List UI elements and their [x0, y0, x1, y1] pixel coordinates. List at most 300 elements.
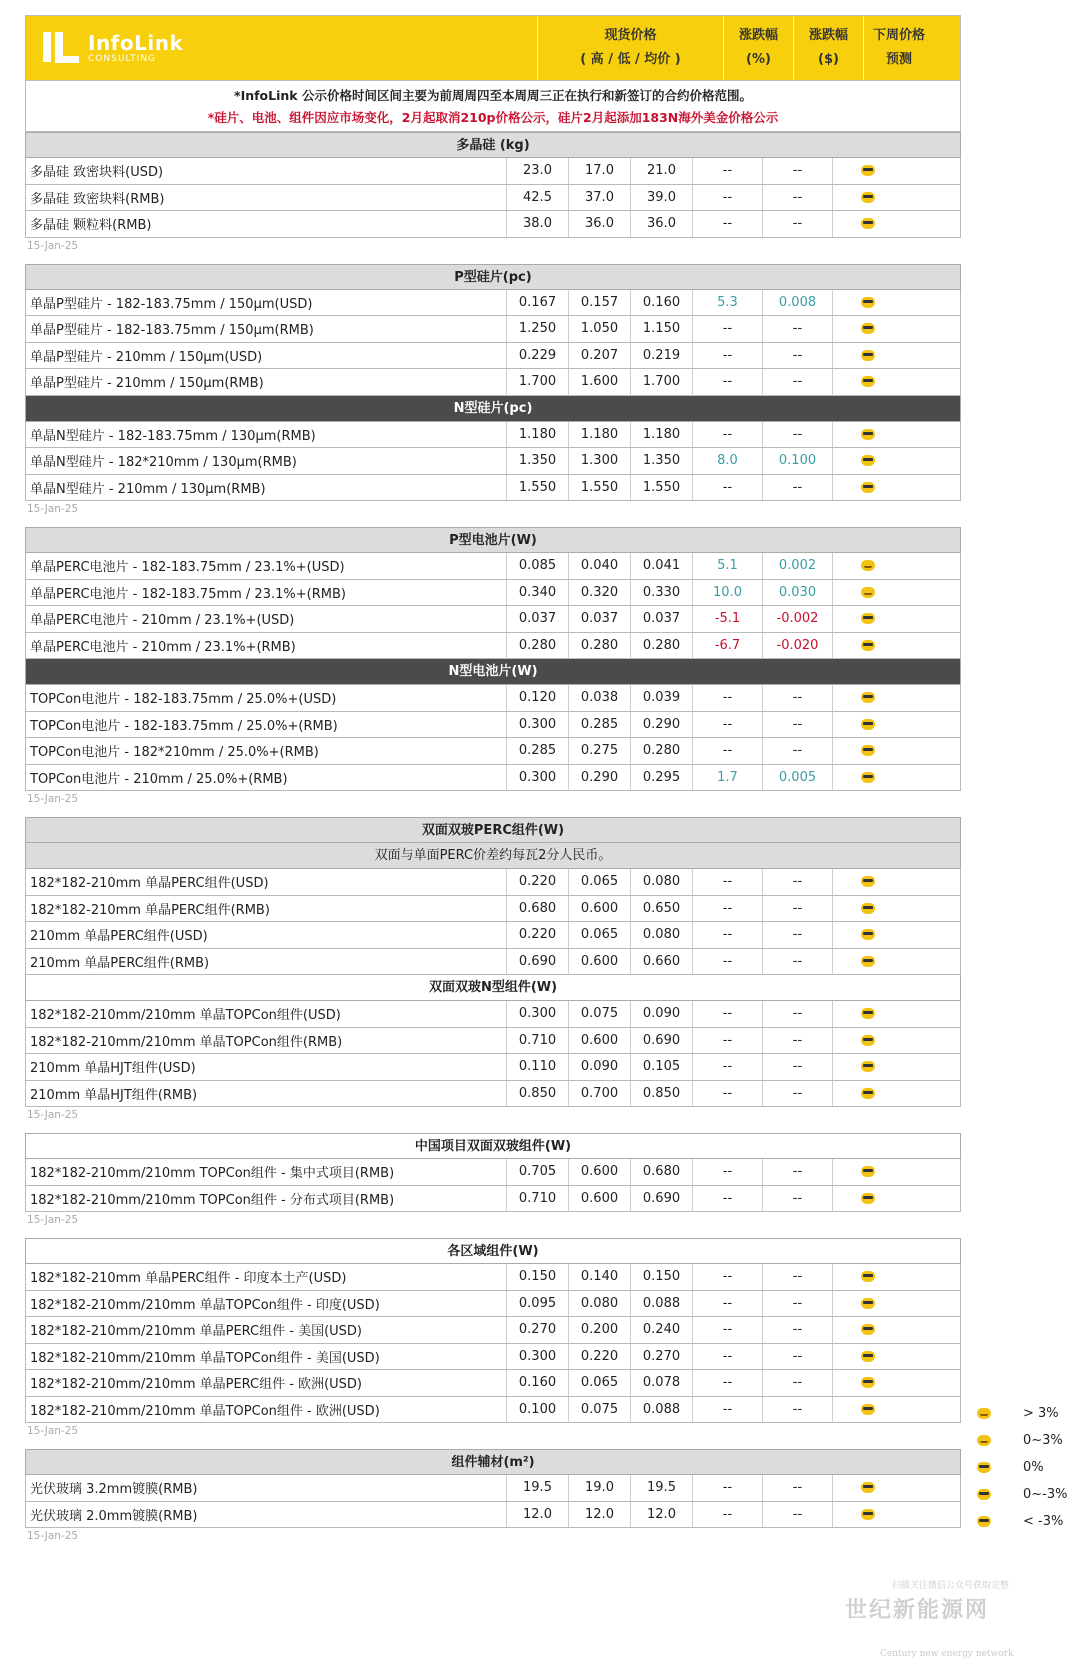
date-stamp: 15-Jan-25: [27, 1109, 79, 1121]
change-pct: --: [693, 712, 763, 738]
change-pct: 1.7: [693, 765, 763, 791]
forecast-cell: [833, 1291, 903, 1317]
change-usd: 0.100: [763, 448, 833, 474]
price-high: 0.160: [507, 1370, 569, 1396]
price-low: 1.600: [569, 369, 631, 395]
change-usd: --: [763, 949, 833, 975]
price-high: 1.550: [507, 475, 569, 501]
price-high: 0.095: [507, 1291, 569, 1317]
price-avg: 0.039: [631, 685, 693, 711]
price-low: 0.600: [569, 1186, 631, 1212]
price-avg: 0.280: [631, 633, 693, 659]
table-row: [25, 1397, 961, 1424]
price-section: [25, 264, 961, 528]
change-usd: 0.008: [763, 290, 833, 316]
sunglasses-face-icon: [861, 376, 875, 387]
notice-line-2: *硅片、电池、组件因应市场变化，2月起取消210p价格公示，硅片2月起添加183N海外美金价格公示: [207, 110, 779, 125]
product-name: 182*182-210mm 单晶PERC组件(RMB): [26, 896, 507, 922]
forecast-cell: [833, 1317, 903, 1343]
product-name: 单晶PERC电池片 - 182-183.75mm / 23.1%+(USD): [26, 553, 507, 579]
change-usd: 0.030: [763, 580, 833, 606]
table-header: [25, 15, 961, 81]
section-title: 多晶硅 (kg): [25, 132, 961, 158]
price-high: 0.285: [507, 738, 569, 764]
sunglasses-face-icon: [861, 218, 875, 229]
price-avg: 0.240: [631, 1317, 693, 1343]
forecast-cell: [833, 369, 903, 395]
sections-container: [25, 132, 961, 1554]
sunglasses-face-icon: [861, 192, 875, 203]
sunglasses-face-icon: [861, 613, 875, 624]
date-stamp: 15-Jan-25: [27, 1425, 79, 1437]
change-usd: --: [763, 158, 833, 184]
price-avg: 0.295: [631, 765, 693, 791]
price-low: 0.600: [569, 1028, 631, 1054]
change-usd: --: [763, 712, 833, 738]
notice-line-1: *InfoLink 公示价格时间区间主要为前周周四至本周周三正在执行和新签订的合约价格范围。: [234, 88, 752, 103]
table-row: [25, 1264, 961, 1291]
product-name: 210mm 单晶PERC组件(RMB): [26, 949, 507, 975]
change-pct: 5.1: [693, 553, 763, 579]
price-avg: 1.550: [631, 475, 693, 501]
sunglasses-face-icon: [861, 1509, 875, 1520]
change-usd: --: [763, 1344, 833, 1370]
forecast-cell: [833, 1475, 903, 1501]
section-title: 双面双玻N型组件(W): [25, 975, 961, 1001]
price-high: 12.0: [507, 1502, 569, 1528]
table-row: [25, 922, 961, 949]
table-row: [25, 316, 961, 343]
price-avg: 0.150: [631, 1264, 693, 1290]
sunglasses-face-icon: [861, 876, 875, 887]
forecast-cell: [833, 685, 903, 711]
corner-caption: 扫描关注微信公众号获取完整: [892, 1581, 1010, 1591]
table-row: [25, 1502, 961, 1529]
product-name: 单晶PERC电池片 - 182-183.75mm / 23.1%+(RMB): [26, 580, 507, 606]
change-usd: --: [763, 1186, 833, 1212]
product-name: 182*182-210mm/210mm 单晶TOPCon组件 - 印度(USD): [26, 1291, 507, 1317]
product-name: 单晶P型硅片 - 210mm / 150μm(RMB): [26, 369, 507, 395]
legend-label: < -3%: [1023, 1514, 1064, 1529]
price-low: 0.220: [569, 1344, 631, 1370]
product-name: 多晶硅 颗粒料(RMB): [26, 211, 507, 237]
sunglasses-face-icon: [861, 1061, 875, 1072]
table-row: [25, 765, 961, 792]
change-pct: --: [693, 1397, 763, 1423]
price-low: 0.320: [569, 580, 631, 606]
price-section: [25, 1449, 961, 1554]
price-high: 0.037: [507, 606, 569, 632]
sunglasses-face-icon: [861, 1404, 875, 1415]
product-name: 182*182-210mm 单晶PERC组件 - 印度本土产(USD): [26, 1264, 507, 1290]
forecast-cell: [833, 922, 903, 948]
change-usd: --: [763, 369, 833, 395]
section-subtitle: 双面与单面PERC价差约每瓦2分人民币。: [25, 843, 961, 869]
product-name: 182*182-210mm/210mm 单晶TOPCon组件 - 美国(USD): [26, 1344, 507, 1370]
price-avg: 12.0: [631, 1502, 693, 1528]
date-stamp: 15-Jan-25: [27, 1214, 79, 1226]
header-forecast: 下周价格 预测: [872, 28, 925, 67]
sunglasses-face-icon: [861, 903, 875, 914]
table-row: [25, 1159, 961, 1186]
table-row: [25, 290, 961, 317]
price-low: 0.075: [569, 1397, 631, 1423]
price-low: 36.0: [569, 211, 631, 237]
price-sheet: [25, 15, 961, 1554]
price-high: 0.300: [507, 1344, 569, 1370]
legend-label: 0~3%: [1023, 1433, 1063, 1448]
price-low: 0.040: [569, 553, 631, 579]
header-change-pct: 涨跌幅 (%): [724, 16, 794, 80]
section-title: 双面双玻PERC组件(W): [25, 817, 961, 843]
price-high: 0.300: [507, 765, 569, 791]
forecast-cell: [833, 896, 903, 922]
product-name: TOPCon电池片 - 210mm / 25.0%+(RMB): [26, 765, 507, 791]
forecast-cell: [833, 1081, 903, 1107]
table-row: [25, 712, 961, 739]
product-name: TOPCon电池片 - 182-183.75mm / 25.0%+(RMB): [26, 712, 507, 738]
sunglasses-face-icon: [861, 1035, 875, 1046]
sunglasses-face-icon: [861, 350, 875, 361]
price-low: 1.050: [569, 316, 631, 342]
sunglasses-face-icon: [861, 1088, 875, 1099]
date-stamp: 15-Jan-25: [27, 503, 79, 515]
change-pct: --: [693, 1054, 763, 1080]
price-low: 19.0: [569, 1475, 631, 1501]
sunglasses-face-icon: [861, 165, 875, 176]
product-name: 182*182-210mm/210mm 单晶PERC组件 - 美国(USD): [26, 1317, 507, 1343]
forecast-cell: [833, 1370, 903, 1396]
table-row: [25, 448, 961, 475]
price-low: 0.075: [569, 1001, 631, 1027]
price-low: 1.550: [569, 475, 631, 501]
product-name: 单晶N型硅片 - 182*210mm / 130μm(RMB): [26, 448, 507, 474]
sunglasses-face-icon: [977, 1516, 991, 1527]
change-pct: --: [693, 1317, 763, 1343]
sunglasses-face-icon: [861, 455, 875, 466]
sunglasses-face-icon: [861, 929, 875, 940]
forecast-cell: [833, 1344, 903, 1370]
change-pct: --: [693, 1159, 763, 1185]
table-row: [25, 1291, 961, 1318]
notice-box: [25, 81, 961, 132]
price-avg: 0.078: [631, 1370, 693, 1396]
forecast-cell: [833, 290, 903, 316]
product-name: 182*182-210mm/210mm 单晶PERC组件 - 欧洲(USD): [26, 1370, 507, 1396]
forecast-cell: [833, 633, 903, 659]
price-high: 0.150: [507, 1264, 569, 1290]
change-pct: --: [693, 1475, 763, 1501]
product-name: 单晶PERC电池片 - 210mm / 23.1%+(RMB): [26, 633, 507, 659]
price-avg: 0.330: [631, 580, 693, 606]
price-low: 0.065: [569, 922, 631, 948]
change-pct: --: [693, 1370, 763, 1396]
price-section: [25, 817, 961, 1133]
price-avg: 0.290: [631, 712, 693, 738]
section-title: N型电池片(W): [25, 659, 961, 685]
table-row: [25, 553, 961, 580]
sunglasses-face-icon: [861, 745, 875, 756]
change-usd: --: [763, 1264, 833, 1290]
table-row: [25, 1344, 961, 1371]
price-avg: 36.0: [631, 211, 693, 237]
change-pct: -6.7: [693, 633, 763, 659]
change-usd: --: [763, 1475, 833, 1501]
forecast-cell: [833, 1397, 903, 1423]
price-avg: 0.041: [631, 553, 693, 579]
change-usd: --: [763, 1028, 833, 1054]
section-title: 中国项目双面双玻组件(W): [25, 1133, 961, 1159]
smile-face-icon: [861, 587, 875, 598]
change-pct: --: [693, 922, 763, 948]
legend-item: [977, 1489, 1077, 1500]
table-row: [25, 1475, 961, 1502]
sunglasses-face-icon: [861, 323, 875, 334]
forecast-cell: [833, 869, 903, 895]
section-title: P型硅片(pc): [25, 264, 961, 290]
table-row: [25, 580, 961, 607]
price-low: 12.0: [569, 1502, 631, 1528]
price-low: 1.300: [569, 448, 631, 474]
forecast-cell: [833, 475, 903, 501]
change-usd: --: [763, 1397, 833, 1423]
price-avg: 0.650: [631, 896, 693, 922]
price-low: 0.280: [569, 633, 631, 659]
section-title: P型电池片(W): [25, 527, 961, 553]
price-section: [25, 132, 961, 264]
price-avg: 0.690: [631, 1028, 693, 1054]
change-pct: --: [693, 422, 763, 448]
product-name: 多晶硅 致密块料(RMB): [26, 185, 507, 211]
price-high: 0.280: [507, 633, 569, 659]
price-avg: 1.150: [631, 316, 693, 342]
sunglasses-face-icon: [861, 1008, 875, 1019]
sunglasses-face-icon: [861, 1166, 875, 1177]
price-avg: 1.350: [631, 448, 693, 474]
change-pct: --: [693, 316, 763, 342]
forecast-cell: [833, 1028, 903, 1054]
section-title: N型硅片(pc): [25, 396, 961, 422]
price-low: 37.0: [569, 185, 631, 211]
change-usd: -0.020: [763, 633, 833, 659]
forecast-cell: [833, 422, 903, 448]
forecast-cell: [833, 580, 903, 606]
forecast-cell: [833, 1186, 903, 1212]
table-row: [25, 1001, 961, 1028]
change-usd: 0.005: [763, 765, 833, 791]
table-row: [25, 896, 961, 923]
price-low: 0.037: [569, 606, 631, 632]
change-usd: --: [763, 316, 833, 342]
table-row: [25, 1317, 961, 1344]
change-usd: --: [763, 1502, 833, 1528]
price-high: 1.250: [507, 316, 569, 342]
sunglasses-face-icon: [861, 772, 875, 783]
price-high: 0.100: [507, 1397, 569, 1423]
table-row: [25, 211, 961, 238]
product-name: 182*182-210mm 单晶PERC组件(USD): [26, 869, 507, 895]
product-name: 单晶PERC电池片 - 210mm / 23.1%+(USD): [26, 606, 507, 632]
date-stamp: 15-Jan-25: [27, 793, 79, 805]
sunglasses-face-icon: [861, 1482, 875, 1493]
change-pct: --: [693, 1264, 763, 1290]
product-name: 182*182-210mm/210mm TOPCon组件 - 集中式项目(RMB): [26, 1159, 507, 1185]
price-low: 0.090: [569, 1054, 631, 1080]
price-low: 0.157: [569, 290, 631, 316]
price-high: 0.300: [507, 712, 569, 738]
forecast-cell: [833, 185, 903, 211]
smile-face-icon: [977, 1408, 991, 1419]
sunglasses-face-icon: [861, 1377, 875, 1388]
change-usd: --: [763, 1054, 833, 1080]
smile-face-icon: [977, 1435, 991, 1446]
price-high: 0.690: [507, 949, 569, 975]
header-spot-price: 现货价格 ( 高 / 低 / 均价 ): [538, 16, 724, 80]
price-avg: 0.160: [631, 290, 693, 316]
price-avg: 0.219: [631, 343, 693, 369]
sunglasses-face-icon: [861, 1271, 875, 1282]
price-avg: 1.180: [631, 422, 693, 448]
price-avg: 0.660: [631, 949, 693, 975]
price-avg: 0.090: [631, 1001, 693, 1027]
price-avg: 1.700: [631, 369, 693, 395]
forecast-cell: [833, 949, 903, 975]
forecast-cell: [833, 712, 903, 738]
change-usd: --: [763, 1291, 833, 1317]
price-high: 0.167: [507, 290, 569, 316]
price-high: 0.220: [507, 922, 569, 948]
legend-label: 0~-3%: [1023, 1487, 1068, 1502]
product-name: 单晶N型硅片 - 210mm / 130μm(RMB): [26, 475, 507, 501]
table-row: [25, 369, 961, 396]
corner-watermark: 世纪新能源网: [845, 1597, 990, 1623]
price-high: 0.220: [507, 869, 569, 895]
change-usd: --: [763, 185, 833, 211]
change-pct: --: [693, 185, 763, 211]
forecast-cell: [833, 211, 903, 237]
price-high: 0.085: [507, 553, 569, 579]
table-row: [25, 1370, 961, 1397]
price-high: 0.229: [507, 343, 569, 369]
forecast-cell: [833, 1502, 903, 1528]
price-low: 0.080: [569, 1291, 631, 1317]
change-usd: --: [763, 869, 833, 895]
product-name: 光伏玻璃 3.2mm镀膜(RMB): [26, 1475, 507, 1501]
price-low: 0.275: [569, 738, 631, 764]
section-title: 各区域组件(W): [25, 1238, 961, 1264]
price-high: 0.300: [507, 1001, 569, 1027]
sunglasses-face-icon: [861, 956, 875, 967]
sunglasses-face-icon: [861, 640, 875, 651]
product-name: 182*182-210mm/210mm 单晶TOPCon组件 - 欧洲(USD): [26, 1397, 507, 1423]
sunglasses-face-icon: [861, 429, 875, 440]
legend-label: 0%: [1023, 1460, 1044, 1475]
sunglasses-face-icon: [861, 692, 875, 703]
table-row: [25, 343, 961, 370]
forecast-cell: [833, 738, 903, 764]
price-high: 0.850: [507, 1081, 569, 1107]
price-avg: 19.5: [631, 1475, 693, 1501]
product-name: 210mm 单晶PERC组件(USD): [26, 922, 507, 948]
price-low: 0.285: [569, 712, 631, 738]
price-low: 1.180: [569, 422, 631, 448]
price-high: 19.5: [507, 1475, 569, 1501]
product-name: 182*182-210mm/210mm TOPCon组件 - 分布式项目(RMB): [26, 1186, 507, 1212]
price-avg: 0.088: [631, 1291, 693, 1317]
price-avg: 0.270: [631, 1344, 693, 1370]
table-row: [25, 738, 961, 765]
change-pct: --: [693, 1001, 763, 1027]
forecast-cell: [833, 606, 903, 632]
forecast-cell: [833, 553, 903, 579]
price-high: 0.120: [507, 685, 569, 711]
table-row: [25, 869, 961, 896]
price-low: 0.700: [569, 1081, 631, 1107]
product-name: 光伏玻璃 2.0mm镀膜(RMB): [26, 1502, 507, 1528]
product-name: 单晶P型硅片 - 182-183.75mm / 150μm(USD): [26, 290, 507, 316]
sunglasses-face-icon: [861, 482, 875, 493]
price-avg: 0.105: [631, 1054, 693, 1080]
product-name: 多晶硅 致密块料(USD): [26, 158, 507, 184]
legend-item: [977, 1462, 1077, 1473]
smile-face-icon: [861, 560, 875, 571]
price-low: 0.600: [569, 896, 631, 922]
change-pct: --: [693, 475, 763, 501]
change-usd: -0.002: [763, 606, 833, 632]
product-name: 单晶P型硅片 - 182-183.75mm / 150μm(RMB): [26, 316, 507, 342]
change-pct: --: [693, 896, 763, 922]
price-avg: 0.037: [631, 606, 693, 632]
change-usd: --: [763, 211, 833, 237]
date-stamp: 15-Jan-25: [27, 1530, 79, 1542]
change-usd: --: [763, 685, 833, 711]
change-pct: --: [693, 1291, 763, 1317]
forecast-cell: [833, 765, 903, 791]
legend-item: [977, 1516, 1077, 1527]
change-pct: --: [693, 738, 763, 764]
change-pct: --: [693, 158, 763, 184]
price-avg: 0.680: [631, 1159, 693, 1185]
change-pct: 8.0: [693, 448, 763, 474]
price-high: 0.270: [507, 1317, 569, 1343]
price-high: 0.340: [507, 580, 569, 606]
table-row: [25, 1028, 961, 1055]
legend-label: > 3%: [1023, 1406, 1059, 1421]
sunglasses-face-icon: [861, 1193, 875, 1204]
sunglasses-face-icon: [977, 1489, 991, 1500]
product-name: 单晶N型硅片 - 182-183.75mm / 130μm(RMB): [26, 422, 507, 448]
change-pct: 5.3: [693, 290, 763, 316]
forecast-cell: [833, 448, 903, 474]
legend-item: [977, 1435, 1077, 1446]
corner-watermark-sub: Century new energy network: [880, 1649, 1014, 1659]
change-usd: --: [763, 1159, 833, 1185]
price-high: 0.710: [507, 1028, 569, 1054]
product-name: TOPCon电池片 - 182*210mm / 25.0%+(RMB): [26, 738, 507, 764]
infolink-logo-icon: [40, 30, 80, 66]
change-pct: --: [693, 1028, 763, 1054]
price-section: [25, 1133, 961, 1238]
price-low: 0.140: [569, 1264, 631, 1290]
sunglasses-face-icon: [861, 1324, 875, 1335]
price-avg: 0.080: [631, 922, 693, 948]
change-usd: --: [763, 475, 833, 501]
product-name: 182*182-210mm/210mm 单晶TOPCon组件(RMB): [26, 1028, 507, 1054]
price-high: 1.350: [507, 448, 569, 474]
price-high: 0.110: [507, 1054, 569, 1080]
table-row: [25, 1054, 961, 1081]
price-avg: 0.280: [631, 738, 693, 764]
